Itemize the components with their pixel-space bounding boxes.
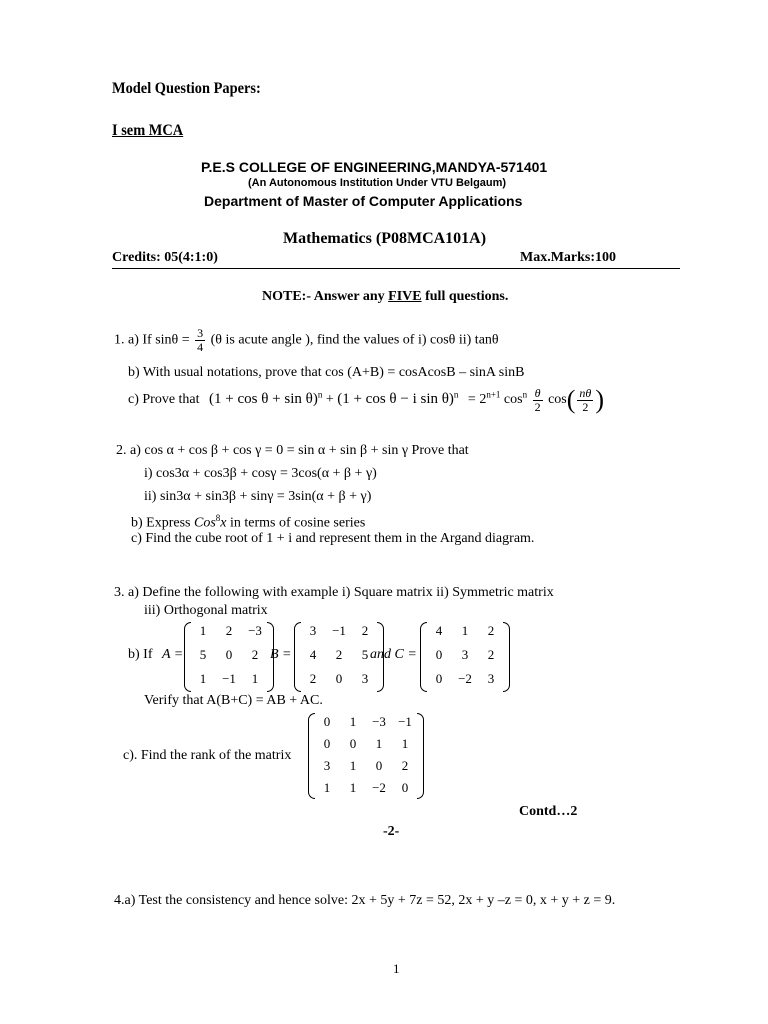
note: NOTE:- Answer any FIVE full questions. bbox=[262, 289, 509, 304]
matrix-right-bracket bbox=[377, 622, 384, 692]
matrix-cell: 2 bbox=[335, 647, 343, 662]
semester-label: I sem MCA bbox=[112, 122, 184, 139]
matrix-cell: 0 bbox=[375, 758, 383, 773]
matrix-cell: 0 bbox=[323, 736, 331, 751]
page-number: 1 bbox=[393, 961, 400, 976]
matrix-cell: 3 bbox=[309, 623, 317, 638]
matrix-cell: 1 bbox=[323, 780, 331, 795]
matrix-cell: 2 bbox=[401, 758, 409, 773]
matrix-cell: 2 bbox=[225, 623, 233, 638]
matrix-cell: 3 bbox=[323, 758, 331, 773]
matrix-cell: −2 bbox=[458, 671, 472, 686]
matrix-cell: 3 bbox=[487, 671, 495, 686]
matrix-cell: −3 bbox=[248, 623, 262, 638]
matrix-cell: 0 bbox=[335, 671, 343, 686]
matrix-b-label: B = bbox=[270, 647, 292, 662]
matrix-cell: 0 bbox=[435, 671, 443, 686]
department-name: Department of Master of Computer Applications bbox=[204, 193, 523, 209]
matrix-cell: −3 bbox=[372, 714, 386, 729]
matrix-cell: 2 bbox=[487, 623, 495, 638]
q3a-options: iii) Orthogonal matrix bbox=[144, 603, 268, 618]
college-name: P.E.S COLLEGE OF ENGINEERING,MANDYA-571401 bbox=[201, 159, 548, 175]
matrix-cell: 5 bbox=[199, 647, 207, 662]
matrix-cell: 1 bbox=[251, 671, 259, 686]
matrix-cell: 3 bbox=[461, 647, 469, 662]
page-marker: -2- bbox=[383, 824, 400, 839]
matrix-cell: 0 bbox=[225, 647, 233, 662]
matrix-cell: 1 bbox=[461, 623, 469, 638]
matrix-rank bbox=[308, 711, 424, 799]
matrix-cell: 3 bbox=[361, 671, 369, 686]
matrix-cell: −1 bbox=[332, 623, 346, 638]
matrix-cell: 1 bbox=[349, 780, 357, 795]
matrix-cell: 1 bbox=[199, 671, 207, 686]
matrix-cell: 0 bbox=[349, 736, 357, 751]
matrix-cell: 1 bbox=[199, 623, 207, 638]
matrix-b bbox=[294, 620, 384, 692]
credits: Credits: 05(4:1:0) bbox=[112, 250, 218, 265]
q2a: 2. a) cos α + cos β + cos γ = 0 = sin α + sin β + sin γ Prove that bbox=[116, 443, 469, 458]
q1b: b) With usual notations, prove that cos (A+B) = cosAcosB – sinA sinB bbox=[128, 365, 525, 380]
matrix-cell: 1 bbox=[401, 736, 409, 751]
matrix-cell: −2 bbox=[372, 780, 386, 795]
doc-title: Model Question Papers: bbox=[112, 80, 261, 97]
matrix-cell: 4 bbox=[309, 647, 317, 662]
matrix-cell: 5 bbox=[361, 647, 369, 662]
q2c: c) Find the cube root of 1 + i and represent them in the Argand diagram. bbox=[131, 531, 535, 546]
q2a-ii: ii) sin3α + sin3β + sinγ = 3sin(α + β + γ) bbox=[144, 489, 372, 504]
matrix-cell: 1 bbox=[349, 758, 357, 773]
q3c: c). Find the rank of the matrix bbox=[123, 748, 292, 763]
matrix-right-bracket bbox=[267, 622, 274, 692]
matrix-c bbox=[420, 620, 510, 692]
matrix-cell: 0 bbox=[323, 714, 331, 729]
matrix-cell: 0 bbox=[401, 780, 409, 795]
matrix-cell: 2 bbox=[361, 623, 369, 638]
matrix-cell: 2 bbox=[309, 671, 317, 686]
matrix-cell: 1 bbox=[375, 736, 383, 751]
subject-title: Mathematics (P08MCA101A) bbox=[283, 230, 487, 247]
q2b: b) Express Cos$^8$x in terms of cosine series bbox=[131, 513, 366, 531]
matrix-cell: 0 bbox=[435, 647, 443, 662]
matrix-cell: −1 bbox=[222, 671, 236, 686]
q3-verify: Verify that A(B+C) = AB + AC. bbox=[144, 693, 323, 708]
q1c: c) Prove that $(1 + \cos \theta + \sin \theta)^n + (1 + \cos \theta - i$ $\sin \theta)^n = 2^{n+1}$ $\cos^n$ $\frac{\theta}{2}$ cos( $\frac{n\theta}{2}$ ) bbox=[128, 385, 604, 414]
autonomous-note: (An Autonomous Institution Under VTU Belgaum) bbox=[248, 177, 507, 189]
matrix-cell: 4 bbox=[435, 623, 443, 638]
max-marks: Max.Marks:100 bbox=[520, 250, 617, 265]
matrix-cell: 1 bbox=[349, 714, 357, 729]
q3a: 3. a) Define the following with example i) Square matrix ii) Symmetric matrix bbox=[114, 585, 554, 600]
matrix-right-bracket bbox=[503, 622, 510, 692]
q2a-i: i) cos3α + cos3β + cosγ = 3cos(α + β + γ) bbox=[144, 466, 377, 481]
matrix-cell: 2 bbox=[487, 647, 495, 662]
matrix-c-label: and C = bbox=[370, 647, 417, 662]
header-rule bbox=[112, 268, 680, 269]
q4a: 4.a) Test the consistency and hence solve: 2x + 5y + 7z = 52, 2x + y –z = 0, x + y + z = 9. bbox=[114, 893, 616, 908]
matrix-cell: −1 bbox=[398, 714, 412, 729]
contd-label: Contd…2 bbox=[519, 804, 578, 819]
q3b-label: b) If bbox=[128, 647, 153, 662]
matrix-a bbox=[184, 620, 274, 692]
q1a: 1. a) If sinθ = $\frac{3}{4}$ (θ is acute angle ), find the values of i) cosθ ii) tanθ bbox=[114, 326, 499, 354]
matrix-a-label: A = bbox=[162, 647, 184, 662]
matrix-cell: 2 bbox=[251, 647, 259, 662]
matrix-right-bracket bbox=[417, 713, 424, 799]
